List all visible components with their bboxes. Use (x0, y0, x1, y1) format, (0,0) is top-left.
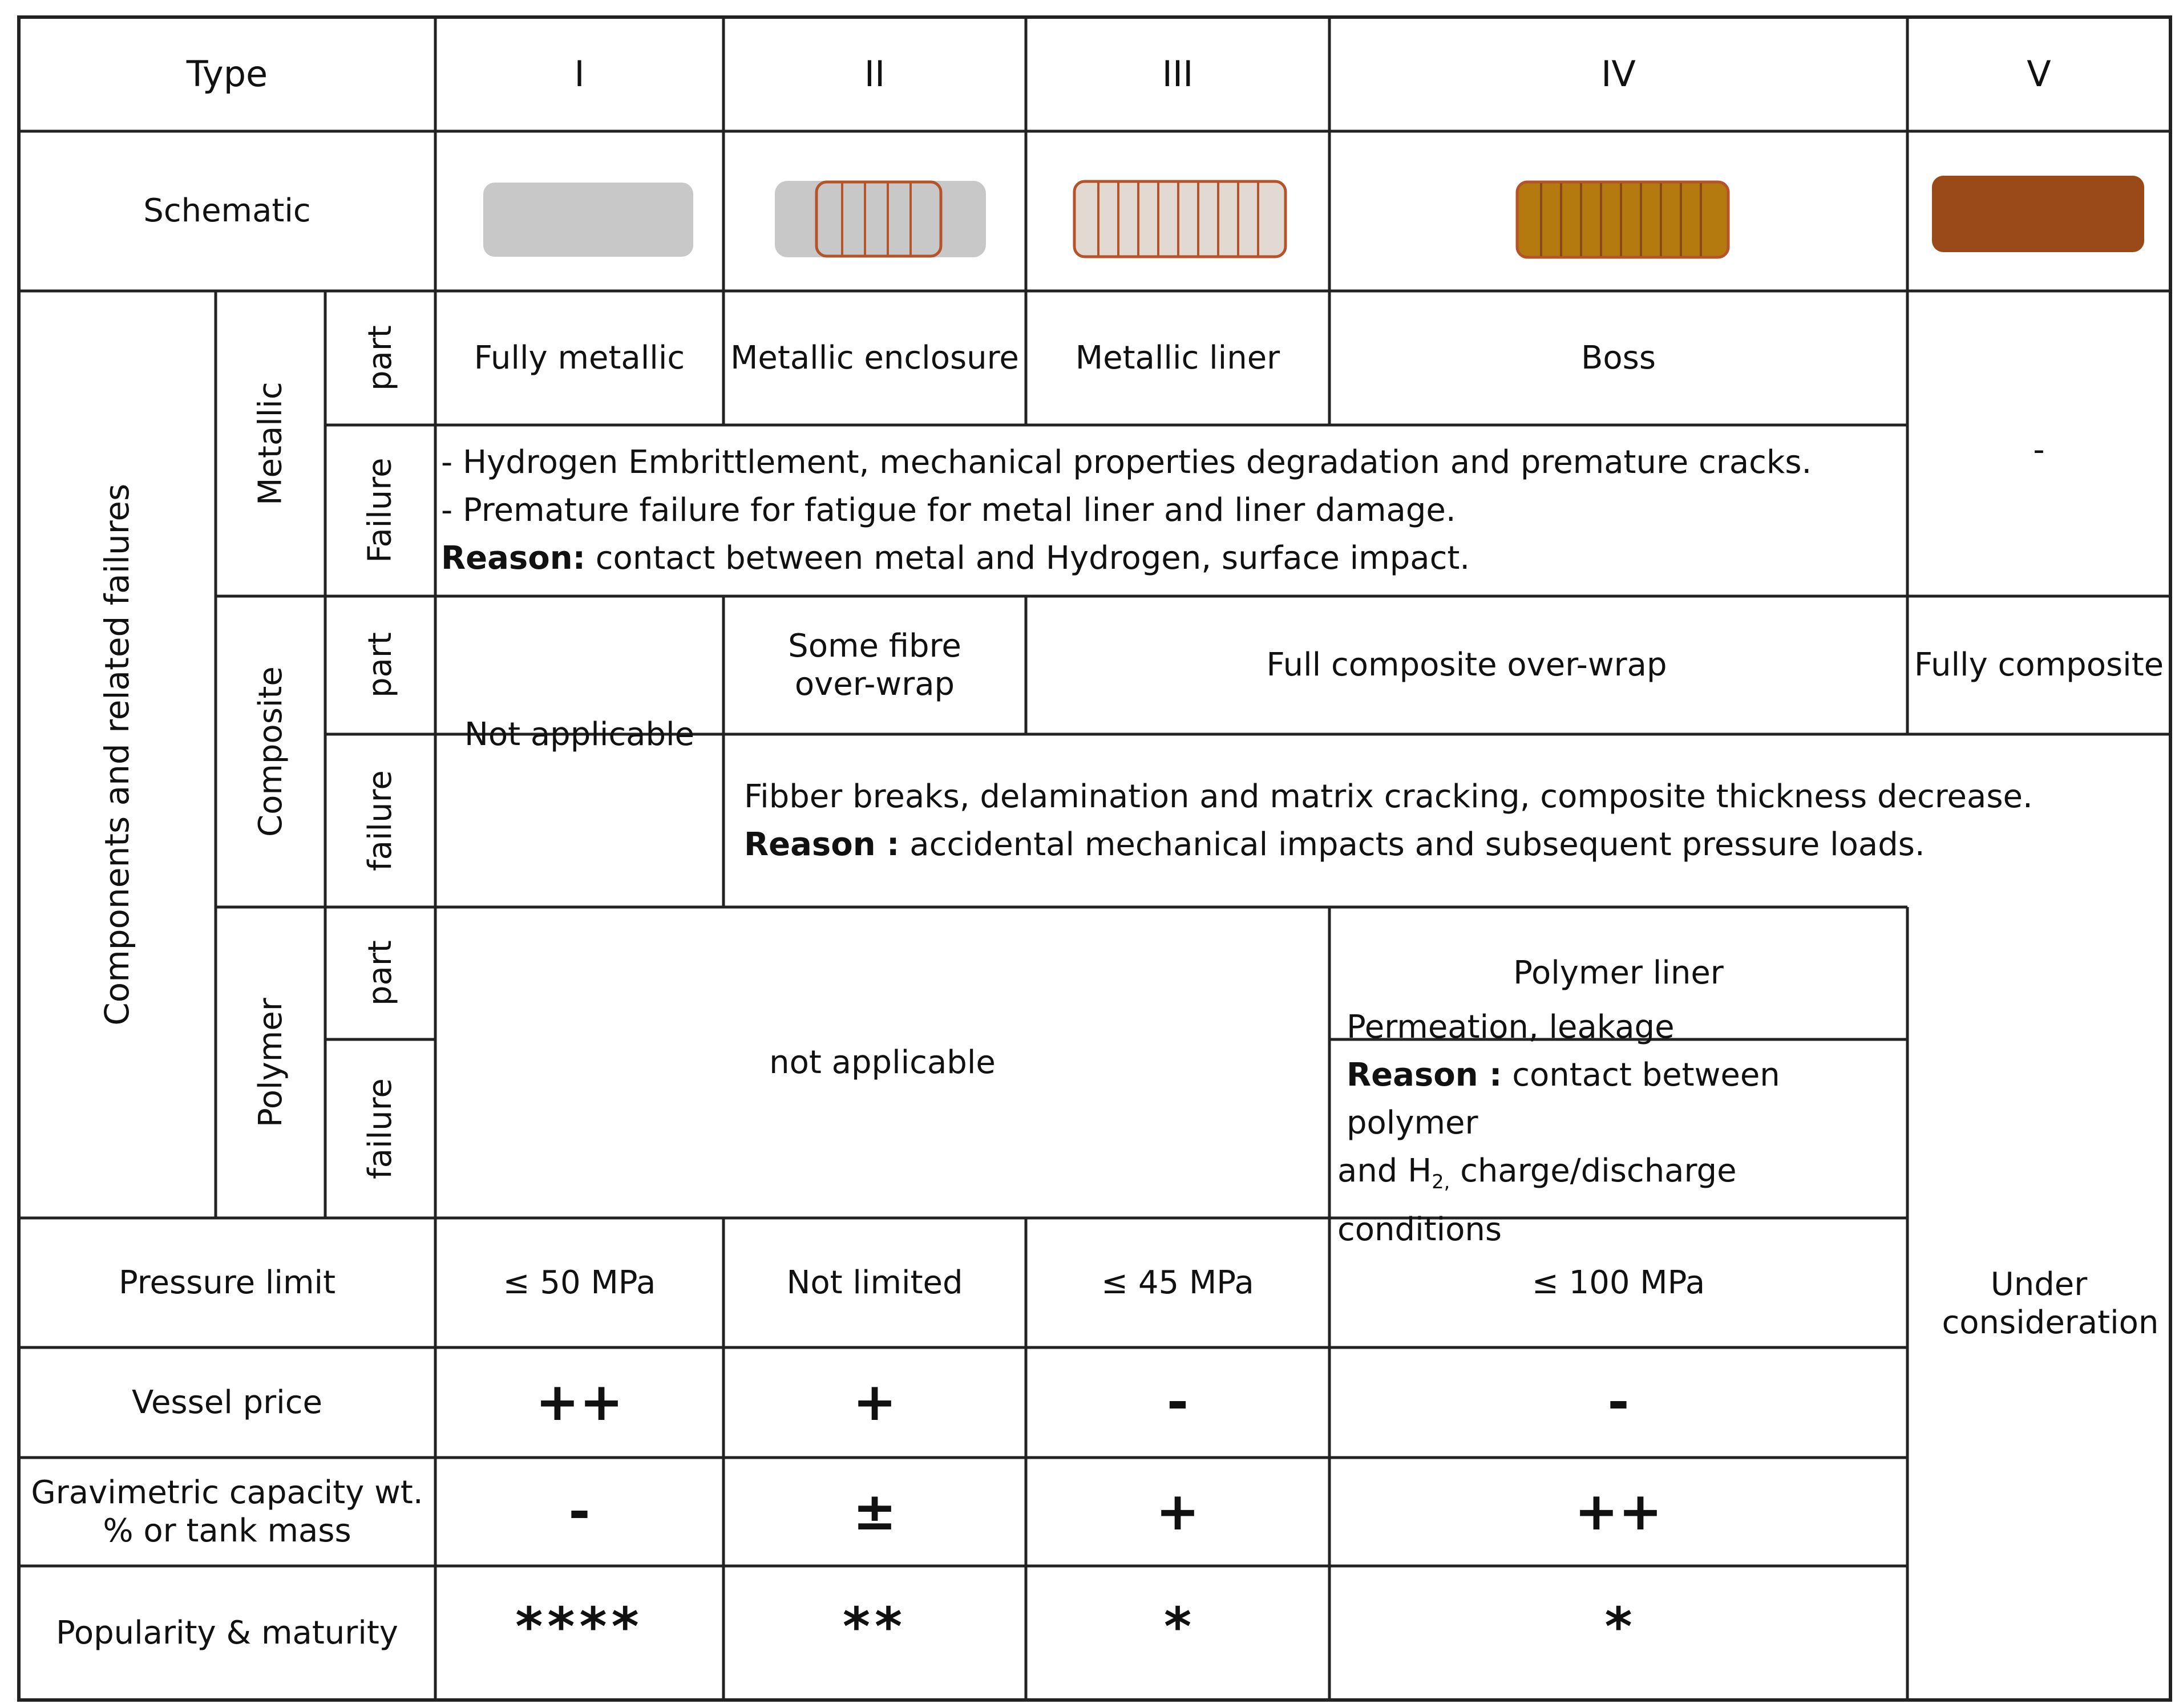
metallic-type-v: - (2033, 431, 2045, 468)
polymer-part-type-iv: Polymer liner (1513, 954, 1724, 992)
pressure-type-ii: Not limited (786, 1264, 963, 1301)
composite-part-label: part (361, 632, 399, 698)
schematic-type-i (482, 181, 694, 258)
composite-failure-line1: Fibber breaks, delamination and matrix cracking, composite thickness decrease. (744, 778, 2033, 815)
vessel-price-label: Vessel price (132, 1383, 322, 1421)
gravimetric-type-ii: ± (852, 1480, 897, 1542)
metallic-part-type-i: Fully metallic (474, 339, 685, 377)
type-iv-header: IV (1601, 52, 1636, 95)
composite-part-type-v: Fully composite (1914, 646, 2164, 684)
price-type-iii: - (1166, 1371, 1189, 1433)
gravimetric-type-iii: + (1155, 1480, 1200, 1542)
metallic-reason: Reason: contact between metal and Hydrogen, surface impact. (441, 540, 1470, 577)
price-type-iv: - (1607, 1371, 1630, 1433)
metallic-failure-line1: - Hydrogen Embrittlement, mechanical properties degradation and premature cracks. (441, 444, 1812, 481)
type-v-under-consideration: Under consideration (1942, 1265, 2159, 1341)
pressure-limit-label: Pressure limit (118, 1264, 336, 1301)
metallic-part-type-ii: Metallic enclosure (730, 339, 1019, 377)
polymer-failure-text (1329, 1008, 1907, 1249)
composite-type-i-na: Not applicable (464, 715, 695, 753)
schematic-type-v (1931, 175, 2145, 254)
composite-failure-label: failure (361, 770, 399, 871)
price-type-ii: + (852, 1371, 897, 1433)
type-header: Type (186, 52, 268, 95)
gravimetric-type-i: - (568, 1480, 591, 1542)
metallic-failure-line2: - Premature failure for fatigue for metal liner and liner damage. (441, 492, 1456, 529)
metallic-failure-label: Failure (361, 458, 399, 564)
schematic-type-ii (774, 180, 987, 260)
metallic-label: Metallic (252, 382, 289, 505)
popularity-type-iv: * (1604, 1596, 1632, 1658)
polymer-reason: Reason : contact between polymer (1347, 1056, 1780, 1142)
popularity-label: Popularity & maturity (56, 1614, 398, 1652)
type-iii-header: III (1162, 52, 1194, 95)
metallic-failure-text (435, 425, 1907, 596)
pressure-type-iv: ≤ 100 MPa (1531, 1264, 1705, 1301)
gravimetric-type-iv: ++ (1574, 1480, 1663, 1542)
schematic-type-iv (1515, 180, 1730, 260)
pressure-type-iii: ≤ 45 MPa (1101, 1264, 1254, 1301)
composite-label: Composite (252, 666, 289, 837)
pressure-type-i: ≤ 50 MPa (503, 1264, 656, 1301)
composite-part-type-iii-iv: Full composite over-wrap (1266, 646, 1667, 684)
composite-failure-text (723, 734, 2170, 907)
popularity-type-iii: * (1163, 1596, 1192, 1658)
components-group-label: Components and related failures (97, 483, 136, 1026)
polymer-label: Polymer (252, 998, 289, 1127)
polymer-type-i-iii-na: not applicable (769, 1043, 996, 1081)
composite-reason: Reason : accidental mechanical impacts and subsequent pressure loads. (744, 825, 1925, 863)
schematic-label: Schematic (143, 192, 311, 230)
type-i-header: I (574, 52, 585, 95)
schematic-type-iii (1073, 180, 1287, 260)
polymer-failure-label: failure (361, 1078, 399, 1179)
gravimetric-label: Gravimetric capacity wt. % or tank mass (31, 1474, 423, 1549)
type-v-header: V (2027, 52, 2051, 95)
metallic-part-label: part (361, 325, 399, 391)
polymer-reason-line2: and $H_{2,}$ charge/discharge conditions (1337, 1152, 1737, 1249)
polymer-failure-line1: Permeation, leakage (1347, 1008, 1675, 1046)
popularity-type-i: **** (515, 1596, 644, 1658)
popularity-type-ii: ** (842, 1596, 907, 1658)
type-ii-header: II (864, 52, 886, 95)
polymer-part-label: part (361, 940, 399, 1006)
composite-part-type-ii: Some fibre over-wrap (788, 627, 961, 703)
metallic-part-type-iii: Metallic liner (1075, 339, 1280, 377)
price-type-i: ++ (535, 1371, 624, 1433)
metallic-part-type-iv: Boss (1580, 339, 1656, 377)
